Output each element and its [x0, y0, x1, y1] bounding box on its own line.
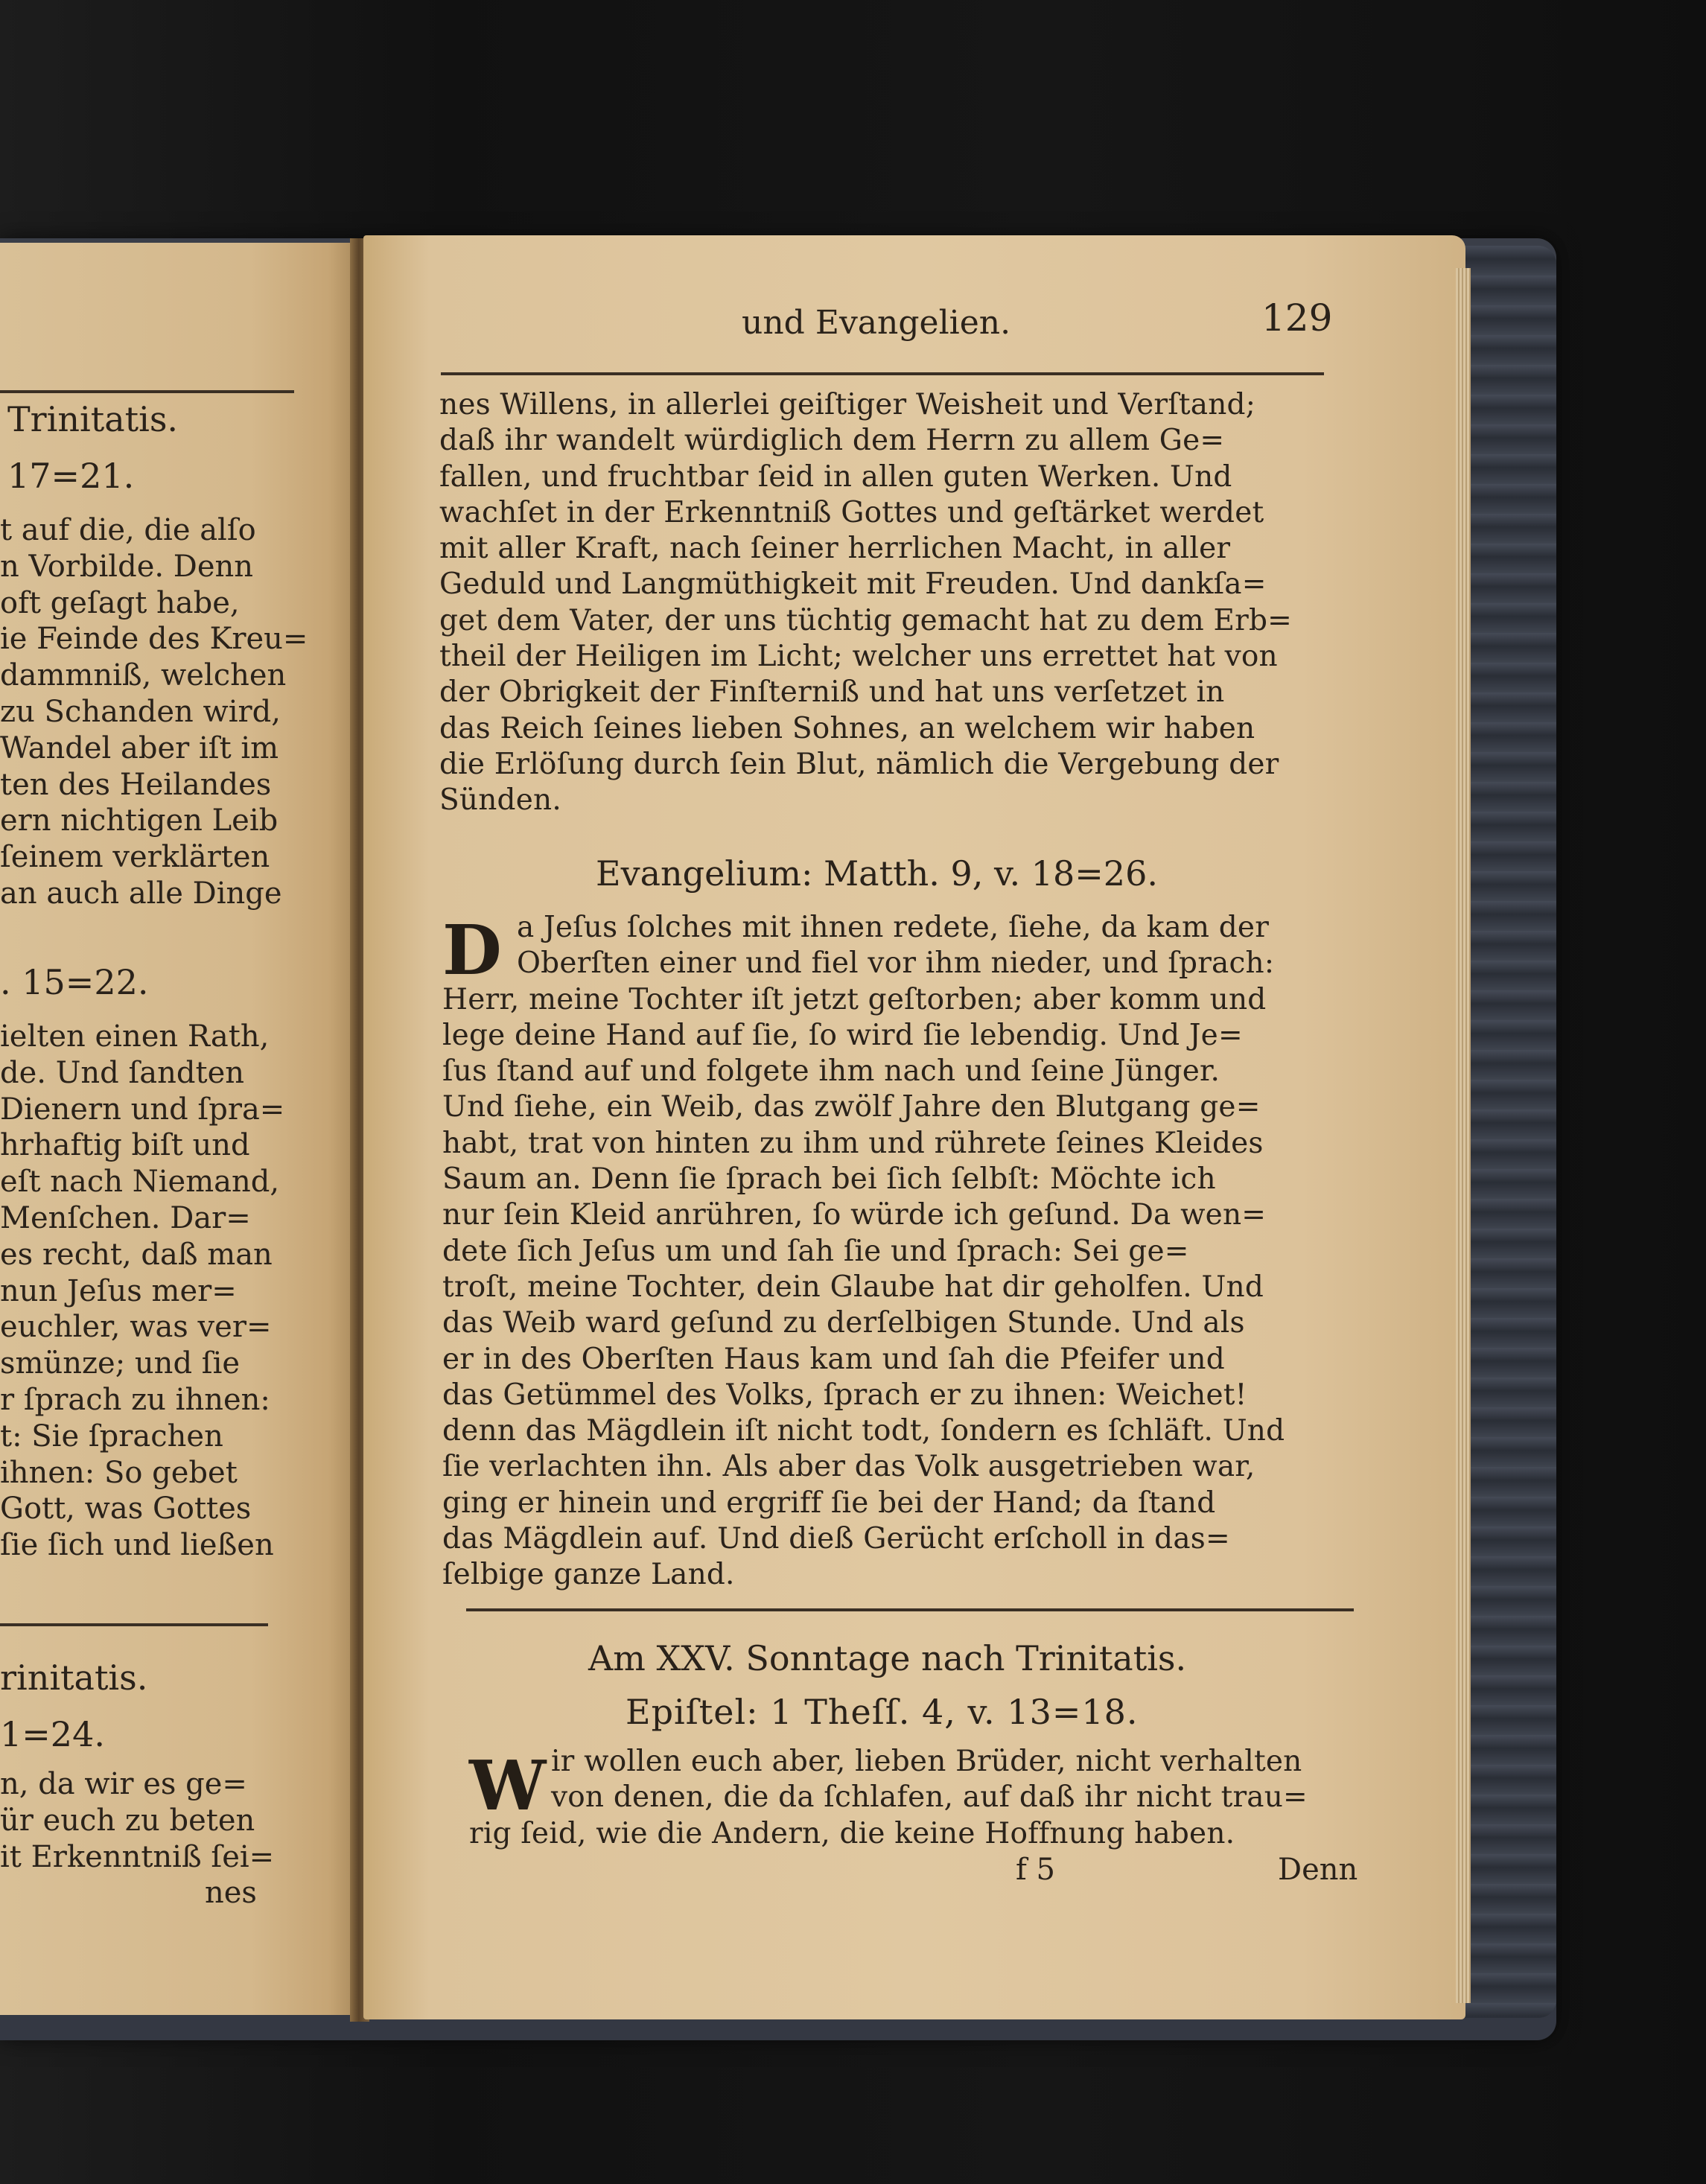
left-line: es recht, daß man	[0, 1237, 273, 1272]
left-line: zu Schanden wird,	[0, 694, 281, 729]
left-bottom-rule	[0, 1623, 268, 1626]
running-header: und Evangelien.	[742, 304, 1011, 342]
header-rule	[441, 372, 1324, 375]
text-line: denn das Mägdlein iſt nicht todt, ſondern es ſchläft. Und	[442, 1414, 1285, 1448]
text-line: troſt, meine Tochter, dein Glaube hat dir geholfen. Und	[442, 1270, 1264, 1304]
left-line: oft geſagt habe,	[0, 585, 240, 620]
left-line: Gott, was Gottes	[0, 1491, 252, 1526]
gospel-text	[442, 910, 1285, 1594]
text-line: get dem Vater, der uns tüchtig gemacht hat zu dem Erb=	[439, 603, 1293, 637]
text-line: habt, trat von hinten zu ihm und rührete ſeines Kleides	[442, 1126, 1264, 1160]
text-line: von denen, die da ſchlafen, auf daß ihr nicht trau=	[551, 1780, 1308, 1815]
left-line: smünze; und ſie	[0, 1346, 241, 1381]
text-line: lege deine Hand auf ſie, ſo wird ſie lebendig. Und Je=	[442, 1018, 1243, 1052]
page-edges	[1456, 268, 1471, 2003]
text-line: fallen, und fruchtbar ſeid in allen guten Werken. Und	[439, 459, 1232, 494]
left-line: ie Feinde des Kreu=	[0, 622, 308, 657]
epistle-continuation	[439, 387, 1292, 819]
left-line: dammniß, welchen	[0, 658, 287, 693]
text-line: Sünden.	[439, 783, 561, 818]
sunday-heading: Am XXV. Sonntage nach Trinitatis.	[588, 1638, 1187, 1678]
left-line: t auf die, die alſo	[0, 513, 256, 547]
left-line: nun Jeſus mer=	[0, 1273, 237, 1308]
left-line: ern nichtigen Leib	[0, 803, 279, 838]
text-line: ſus ſtand auf und folgete ihm nach und ſeine Jünger.	[442, 1054, 1220, 1089]
section-rule	[466, 1608, 1354, 1611]
left-line: n Vorbilde. Denn	[0, 549, 254, 584]
left-line: ihnen: So gebet	[0, 1455, 238, 1490]
text-line: das Reich ſeines lieben Sohnes, an welchem wir haben	[439, 711, 1255, 745]
text-line: mit aller Kraft, nach ſeiner herrlichen Macht, in aller	[439, 532, 1231, 566]
cover-edge	[1460, 246, 1556, 2018]
left-reference-2: . 15=22.	[0, 962, 149, 1002]
left-line: hrhaftig biſt und	[0, 1128, 250, 1163]
left-line: ielten einen Rath,	[0, 1019, 270, 1054]
text-line: nes Willens, in allerlei geiſtiger Weisheit und Verſtand;	[439, 388, 1256, 421]
left-reference-3: 1=24.	[0, 1714, 105, 1754]
left-line: euchler, was ver=	[0, 1310, 272, 1345]
page-number: 129	[1261, 296, 1333, 340]
text-line: ir wollen euch aber, lieben Brüder, nicht verhalten	[551, 1745, 1302, 1778]
signature-mark: f 5	[1016, 1853, 1055, 1887]
left-line: n, da wir es ge=	[0, 1767, 247, 1801]
left-block-1	[0, 512, 308, 912]
left-line: t: Sie ſprachen	[0, 1419, 223, 1454]
text-line: nur ſein Kleid anrühren, ſo würde ich geſund. Da wen=	[442, 1198, 1267, 1232]
left-heading-1: Trinitatis.	[7, 399, 179, 439]
text-line: wachſet in der Erkenntniß Gottes und geſtärket werdet	[439, 495, 1264, 529]
text-line: Herr, meine Tochter iſt jetzt geſtorben; aber komm und	[442, 982, 1267, 1016]
left-line: Wandel aber iſt im	[0, 730, 279, 765]
text-line: rig ſeid, wie die Andern, die keine Hoffnung haben.	[469, 1816, 1235, 1850]
left-line: ſeinem verklärten	[0, 840, 270, 875]
text-line: Und ſiehe, ein Weib, das zwölf Jahre den Blutgang ge=	[442, 1090, 1261, 1124]
text-line: ging er hinein und ergriff ſie bei der Hand; da ſtand	[442, 1486, 1216, 1520]
text-line: er in des Oberſten Haus kam und ſah die Pfeifer und	[442, 1342, 1225, 1376]
left-reference-1: 17=21.	[7, 456, 135, 496]
text-line: dete ſich Jeſus um und ſah ſie und ſprach: Sei ge=	[442, 1234, 1189, 1268]
left-line: eſt nach Niemand,	[0, 1165, 280, 1200]
text-line: theil der Heiligen im Licht; welcher uns errettet hat von	[439, 640, 1278, 674]
left-line: Menſchen. Dar=	[0, 1200, 251, 1235]
catchword: Denn	[1278, 1853, 1358, 1887]
text-line: Geduld und Langmüthigkeit mit Freuden. Und dankſa=	[439, 567, 1267, 602]
left-line: ſie ſich und ließen	[0, 1528, 274, 1563]
text-line: die Erlöſung durch ſein Blut, nämlich die Vergebung der	[439, 747, 1279, 781]
text-line: daß ihr wandelt würdiglich dem Herrn zu allem Ge=	[439, 424, 1225, 458]
gospel-drop-cap: D	[442, 910, 502, 990]
left-line: de. Und ſandten	[0, 1055, 245, 1090]
text-line: ſie verlachten ihn. Als aber das Volk ausgetrieben war,	[442, 1450, 1255, 1484]
text-line: ſelbige ganze Land.	[442, 1558, 735, 1592]
left-line: ten des Heilandes	[0, 767, 272, 802]
gospel-heading: Evangelium: Matth. 9, v. 18=26.	[596, 853, 1158, 894]
text-line: a Jeſus ſolches mit ihnen redete, ſiehe, da kam der	[517, 911, 1270, 944]
epistle-heading: Epiſtel: 1 Theſſ. 4, v. 13=18.	[626, 1692, 1139, 1732]
left-block-3	[0, 1766, 274, 1911]
left-line: r ſprach zu ihnen:	[0, 1382, 270, 1417]
epistle-25-text	[469, 1744, 1308, 1852]
text-line: der Obrigkeit der Finſterniß und hat uns verſetzet in	[439, 675, 1225, 710]
left-top-rule	[0, 390, 294, 393]
left-line: ür euch zu beten	[0, 1803, 255, 1838]
text-line: das Getümmel des Volks, ſprach er zu ihnen: Weichet!	[442, 1378, 1247, 1412]
left-line: Dienern und ſpra=	[0, 1092, 285, 1127]
text-line: das Mägdlein auf. Und dieß Gerücht erſcholl in das=	[442, 1522, 1230, 1556]
epistle-drop-cap: W	[469, 1745, 547, 1826]
text-line: Oberſten einer und fiel vor ihm nieder, und ſprach:	[517, 946, 1275, 981]
left-heading-2: rinitatis.	[0, 1658, 148, 1698]
left-line: it Erkenntniß ſei=	[0, 1839, 275, 1874]
left-line: an auch alle Dinge	[0, 876, 282, 911]
left-line: nes	[205, 1876, 257, 1911]
left-block-2	[0, 1019, 284, 1564]
text-line: Saum an. Denn ſie ſprach bei ſich ſelbſt: Möchte ich	[442, 1162, 1216, 1197]
text-line: das Weib ward geſund zu derſelbigen Stunde. Und als	[442, 1306, 1245, 1340]
